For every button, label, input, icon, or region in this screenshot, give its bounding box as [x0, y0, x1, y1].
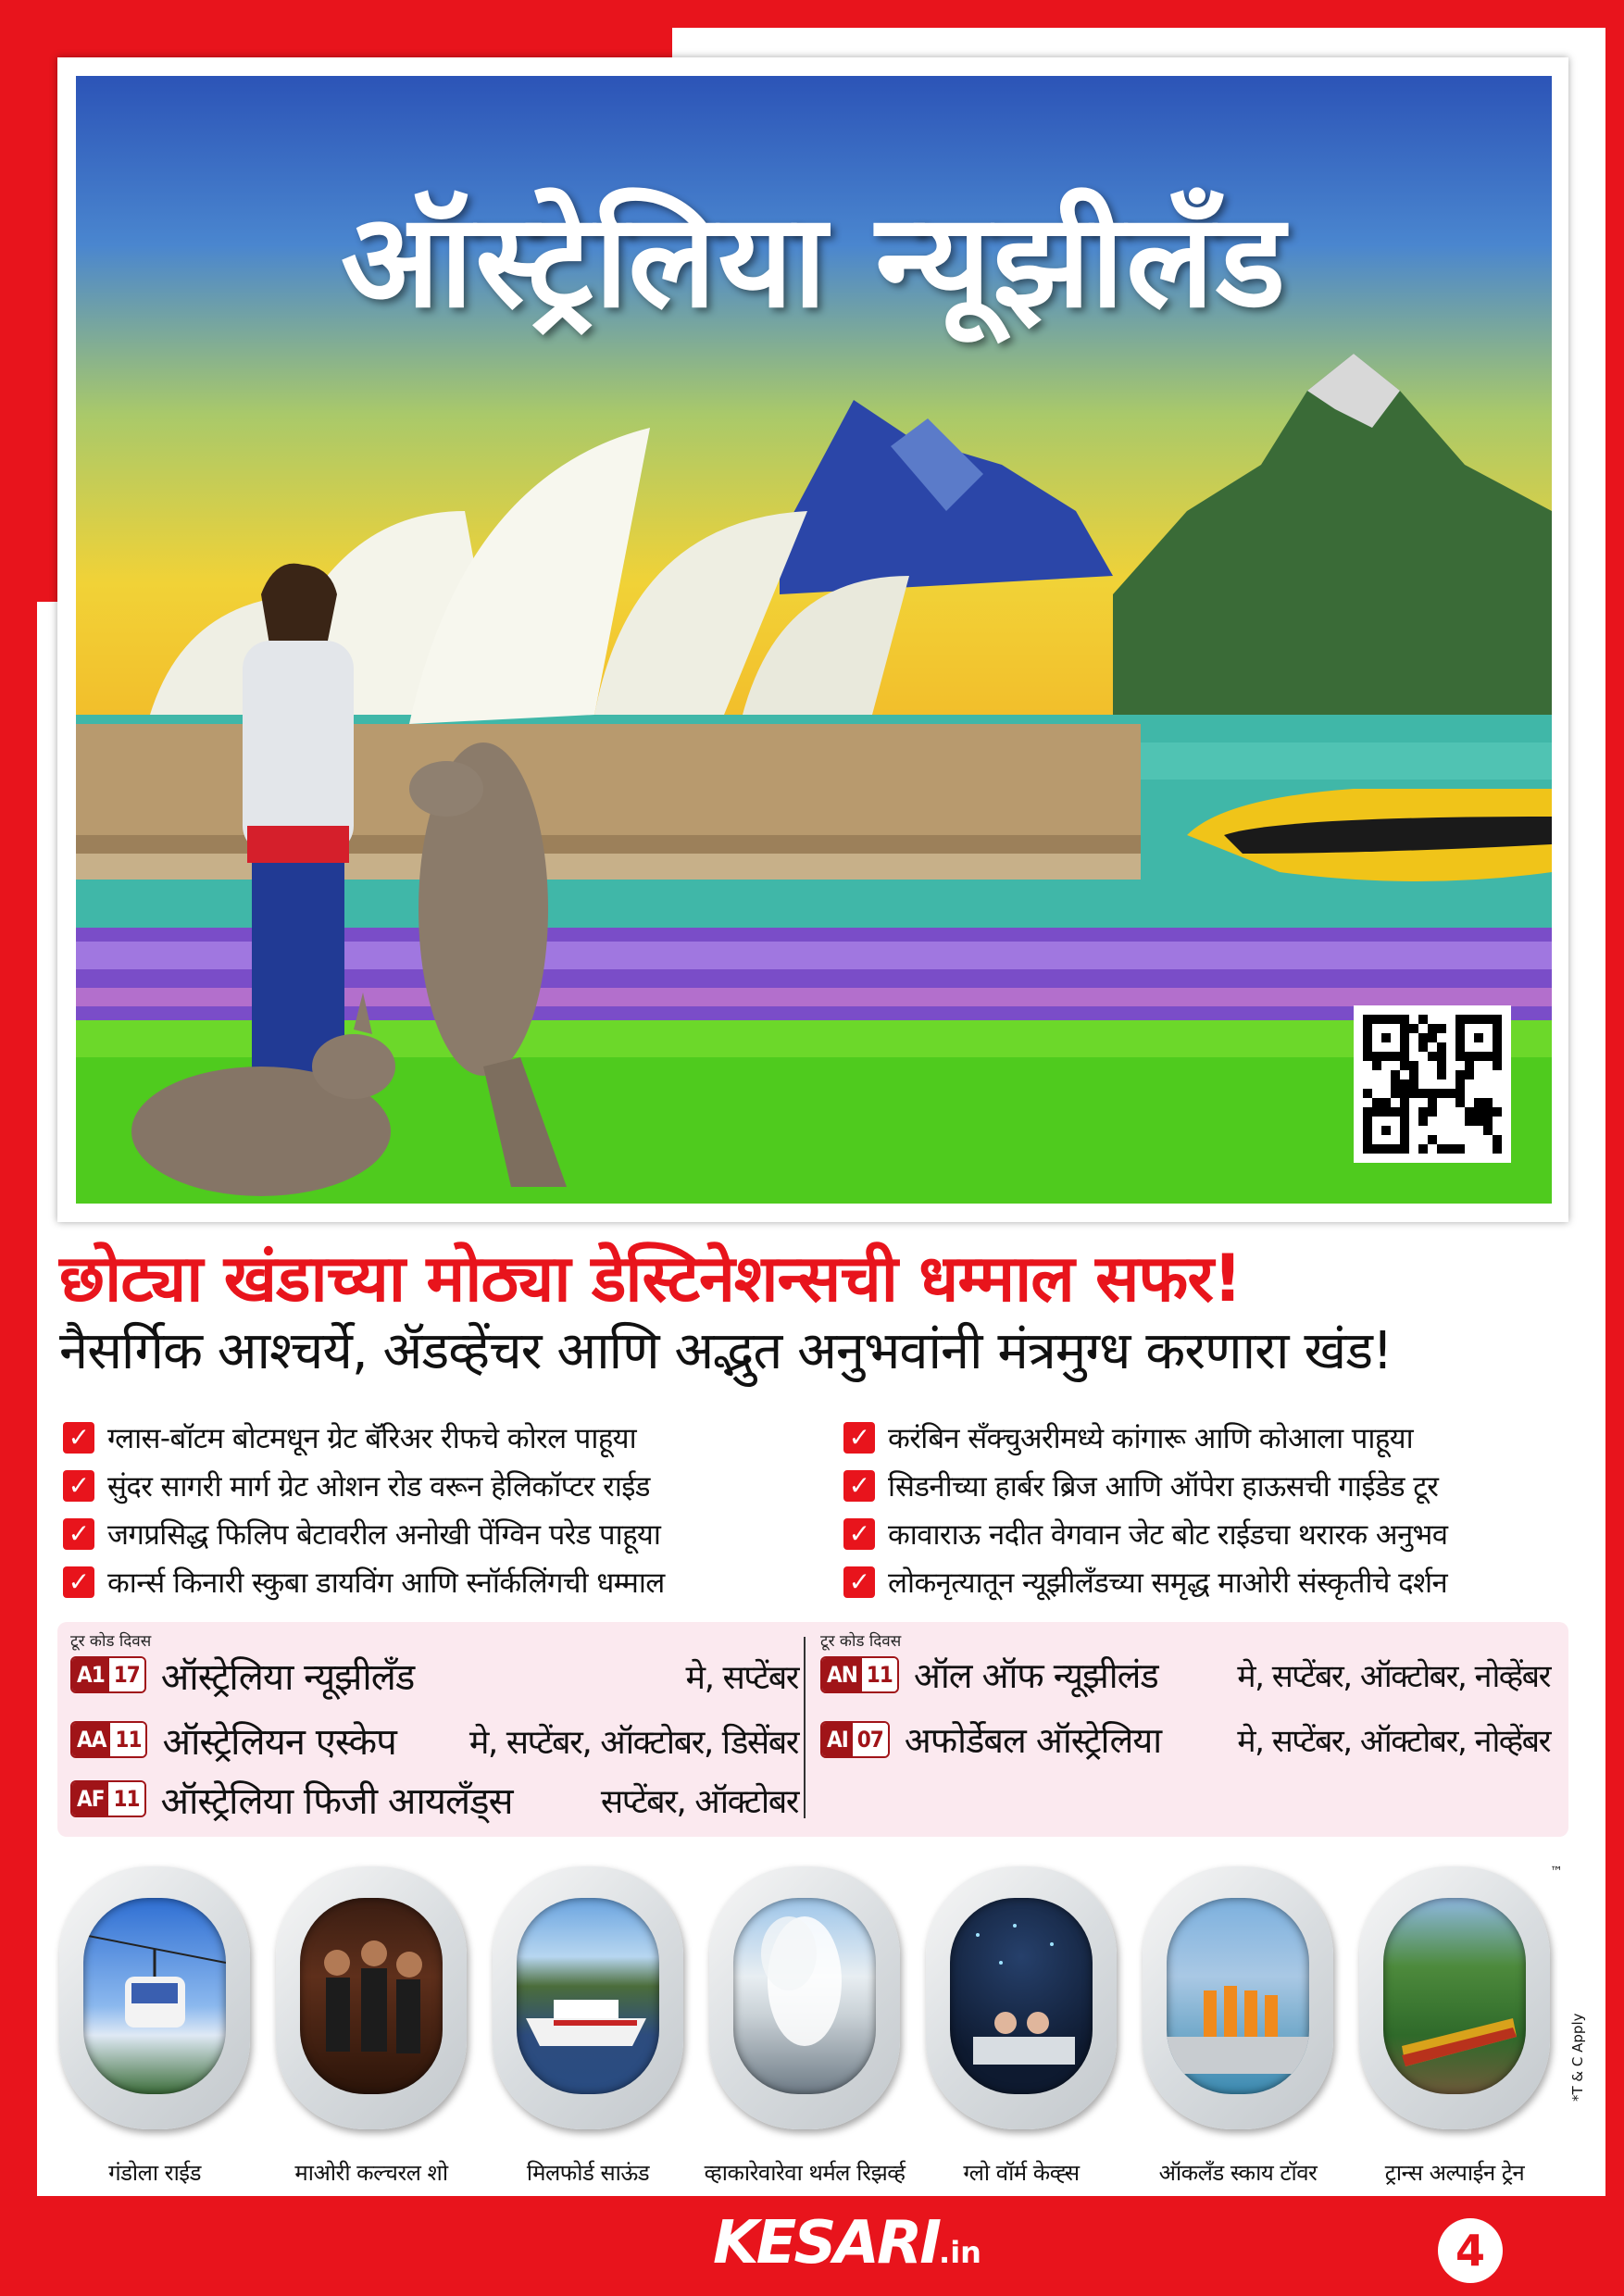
right-red-border — [1605, 0, 1624, 2296]
mountain-right — [1113, 354, 1552, 724]
check-icon: ✓ — [843, 1422, 875, 1454]
window-label: माओरी कल्चरल शो — [294, 2160, 448, 2186]
trademark-symbol: ™ — [1550, 1865, 1563, 1879]
geyser-icon — [733, 1898, 876, 2094]
tour-months: मे, सप्टेंबर, ऑक्टोबर, नोव्हेंबर — [1237, 1723, 1550, 1760]
highlight-text: सिडनीच्या हार्बर ब्रिज आणि ऑपेरा हाऊसची गाईडेड टूर — [888, 1470, 1439, 1504]
tour-code-badge: AA 11 — [70, 1721, 147, 1758]
sky-walk-icon — [1167, 1898, 1309, 2094]
highlight-text: ग्लास-बॉटम बोटमधून ग्रेट बॅरिअर रीफचे कोरल पाहूया — [107, 1422, 637, 1455]
window-train — [1359, 1866, 1550, 2129]
tagline-black: नैसर्गिक आश्चर्ये, ॲडव्हेंचर आणि अद्भुत अनुभवांनी मंत्रमुग्ध करणारा खंड! — [59, 1321, 1393, 1381]
window-label: ग्लो वॉर्म केव्ह्स — [963, 2160, 1080, 2186]
woman-jacket — [243, 641, 354, 854]
window-geyser — [709, 1866, 900, 2129]
tour-name: ऑस्ट्रेलिया फिजी आयलँड्स — [160, 1779, 513, 1823]
logo-tld: .in — [939, 2235, 981, 2270]
tour-row[interactable] — [70, 1650, 414, 1700]
maori-performers-icon — [300, 1898, 443, 2094]
top-left-red-band — [0, 0, 672, 57]
tour-row[interactable] — [70, 1715, 396, 1765]
tour-name: ऑल ऑफ न्यूझीलंड — [913, 1655, 1158, 1696]
tour-name: ऑस्ट्रेलियन एस्केप — [162, 1720, 396, 1764]
highlight-text: सुंदर सागरी मार्ग ग्रेट ओशन रोड वरून हेलिकॉप्टर राईड — [107, 1470, 650, 1504]
hero-image — [76, 76, 1552, 1204]
window-maori — [276, 1866, 467, 2129]
cave-boat-icon — [950, 1898, 1093, 2094]
window-label: गंडोला राईड — [108, 2160, 201, 2186]
highlight-item — [63, 1415, 843, 1461]
hero-title: ऑस्ट्रेलिया न्यूझीलँड — [340, 185, 1288, 337]
train-icon — [1383, 1898, 1526, 2094]
highlight-text: कार्न्स किनारी स्कुबा डायविंग आणि स्नॉर्कलिंगची धम्माल — [107, 1566, 665, 1600]
highlight-text: कावाराऊ नदीत वेगवान जेट बोट राईडचा थरारक अनुभव — [888, 1518, 1448, 1552]
highlight-item — [843, 1463, 1572, 1509]
highlights-list — [63, 1415, 1572, 1605]
tour-header-left: टूर कोड दिवस — [70, 1632, 152, 1651]
highlight-item — [63, 1511, 843, 1557]
highlight-text: करंबिन सँक्चुअरीमध्ये कांगारू आणि कोआला पाहूया — [888, 1422, 1414, 1455]
tour-divider — [804, 1637, 806, 1818]
check-icon: ✓ — [843, 1518, 875, 1550]
tour-code-badge: AN 11 — [820, 1656, 899, 1693]
check-icon: ✓ — [843, 1566, 875, 1598]
attraction-windows — [59, 1866, 1559, 2186]
highlight-item — [843, 1415, 1572, 1461]
tour-months: मे, सप्टेंबर, ऑक्टोबर, नोव्हेंबर — [1237, 1658, 1550, 1695]
gondola-icon — [83, 1898, 226, 2094]
logo-text: KESARI — [713, 2209, 940, 2277]
highlight-item — [843, 1511, 1572, 1557]
left-red-notch — [0, 0, 57, 602]
window-label: व्हाकारेवारेवा थर्मल रिझर्व्ह — [704, 2160, 906, 2186]
cruise-ship-icon — [517, 1898, 659, 2094]
tour-row[interactable] — [820, 1715, 1161, 1765]
window-milford — [493, 1866, 683, 2129]
check-icon: ✓ — [63, 1422, 94, 1454]
tour-row[interactable] — [70, 1774, 513, 1824]
window-label: ट्रान्स अल्पाईन ट्रेन — [1384, 2160, 1525, 2186]
kesari-logo[interactable] — [713, 2202, 981, 2285]
window-label: ऑकलँड स्काय टॉवर — [1158, 2160, 1318, 2186]
tour-row[interactable] — [820, 1650, 1158, 1700]
tour-code-badge: A1 17 — [70, 1656, 146, 1693]
tour-name: ऑस्ट्रेलिया न्यूझीलँड — [160, 1655, 415, 1699]
check-icon: ✓ — [63, 1470, 94, 1502]
window-skytower — [1143, 1866, 1333, 2129]
tour-code-badge: AF 11 — [70, 1780, 146, 1817]
page-number: 4 — [1438, 2218, 1503, 2283]
highlight-text: लोकनृत्यातून न्यूझीलँडच्या समृद्ध माओरी संस्कृतीचे दर्शन — [888, 1566, 1448, 1600]
terms-note: *T & C Apply — [1569, 2013, 1586, 2102]
tour-months: सप्टेंबर, ऑक्टोबर — [600, 1783, 798, 1821]
tagline-red: छोट्या खंडाच्या मोठ्या डेस्टिनेशन्सची धम्माल सफर! — [59, 1241, 1242, 1316]
opera-house-base — [76, 724, 1141, 844]
check-icon: ✓ — [63, 1518, 94, 1550]
highlight-item — [63, 1559, 843, 1605]
window-glowworm — [926, 1866, 1117, 2129]
tour-code-badge: AI 07 — [820, 1721, 890, 1758]
check-icon: ✓ — [63, 1566, 94, 1598]
tour-name: अफोर्डेबल ऑस्ट्रेलिया — [904, 1720, 1162, 1761]
tour-months: मे, सप्टेंबर, ऑक्टोबर, डिसेंबर — [468, 1724, 798, 1762]
tour-months: मे, सप्टेंबर — [685, 1659, 798, 1697]
highlight-text: जगप्रसिद्ध फिलिप बेटावरील अनोखी पेंग्विन परेड पाहूया — [107, 1518, 661, 1552]
highlight-item — [63, 1463, 843, 1509]
window-gondola — [59, 1866, 250, 2129]
tour-header-right: टूर कोड दिवस — [820, 1632, 902, 1651]
window-label: मिलफोर्ड साऊंड — [526, 2160, 650, 2186]
check-icon: ✓ — [843, 1470, 875, 1502]
highlight-item — [843, 1559, 1572, 1605]
qr-code[interactable] — [1354, 1005, 1511, 1163]
